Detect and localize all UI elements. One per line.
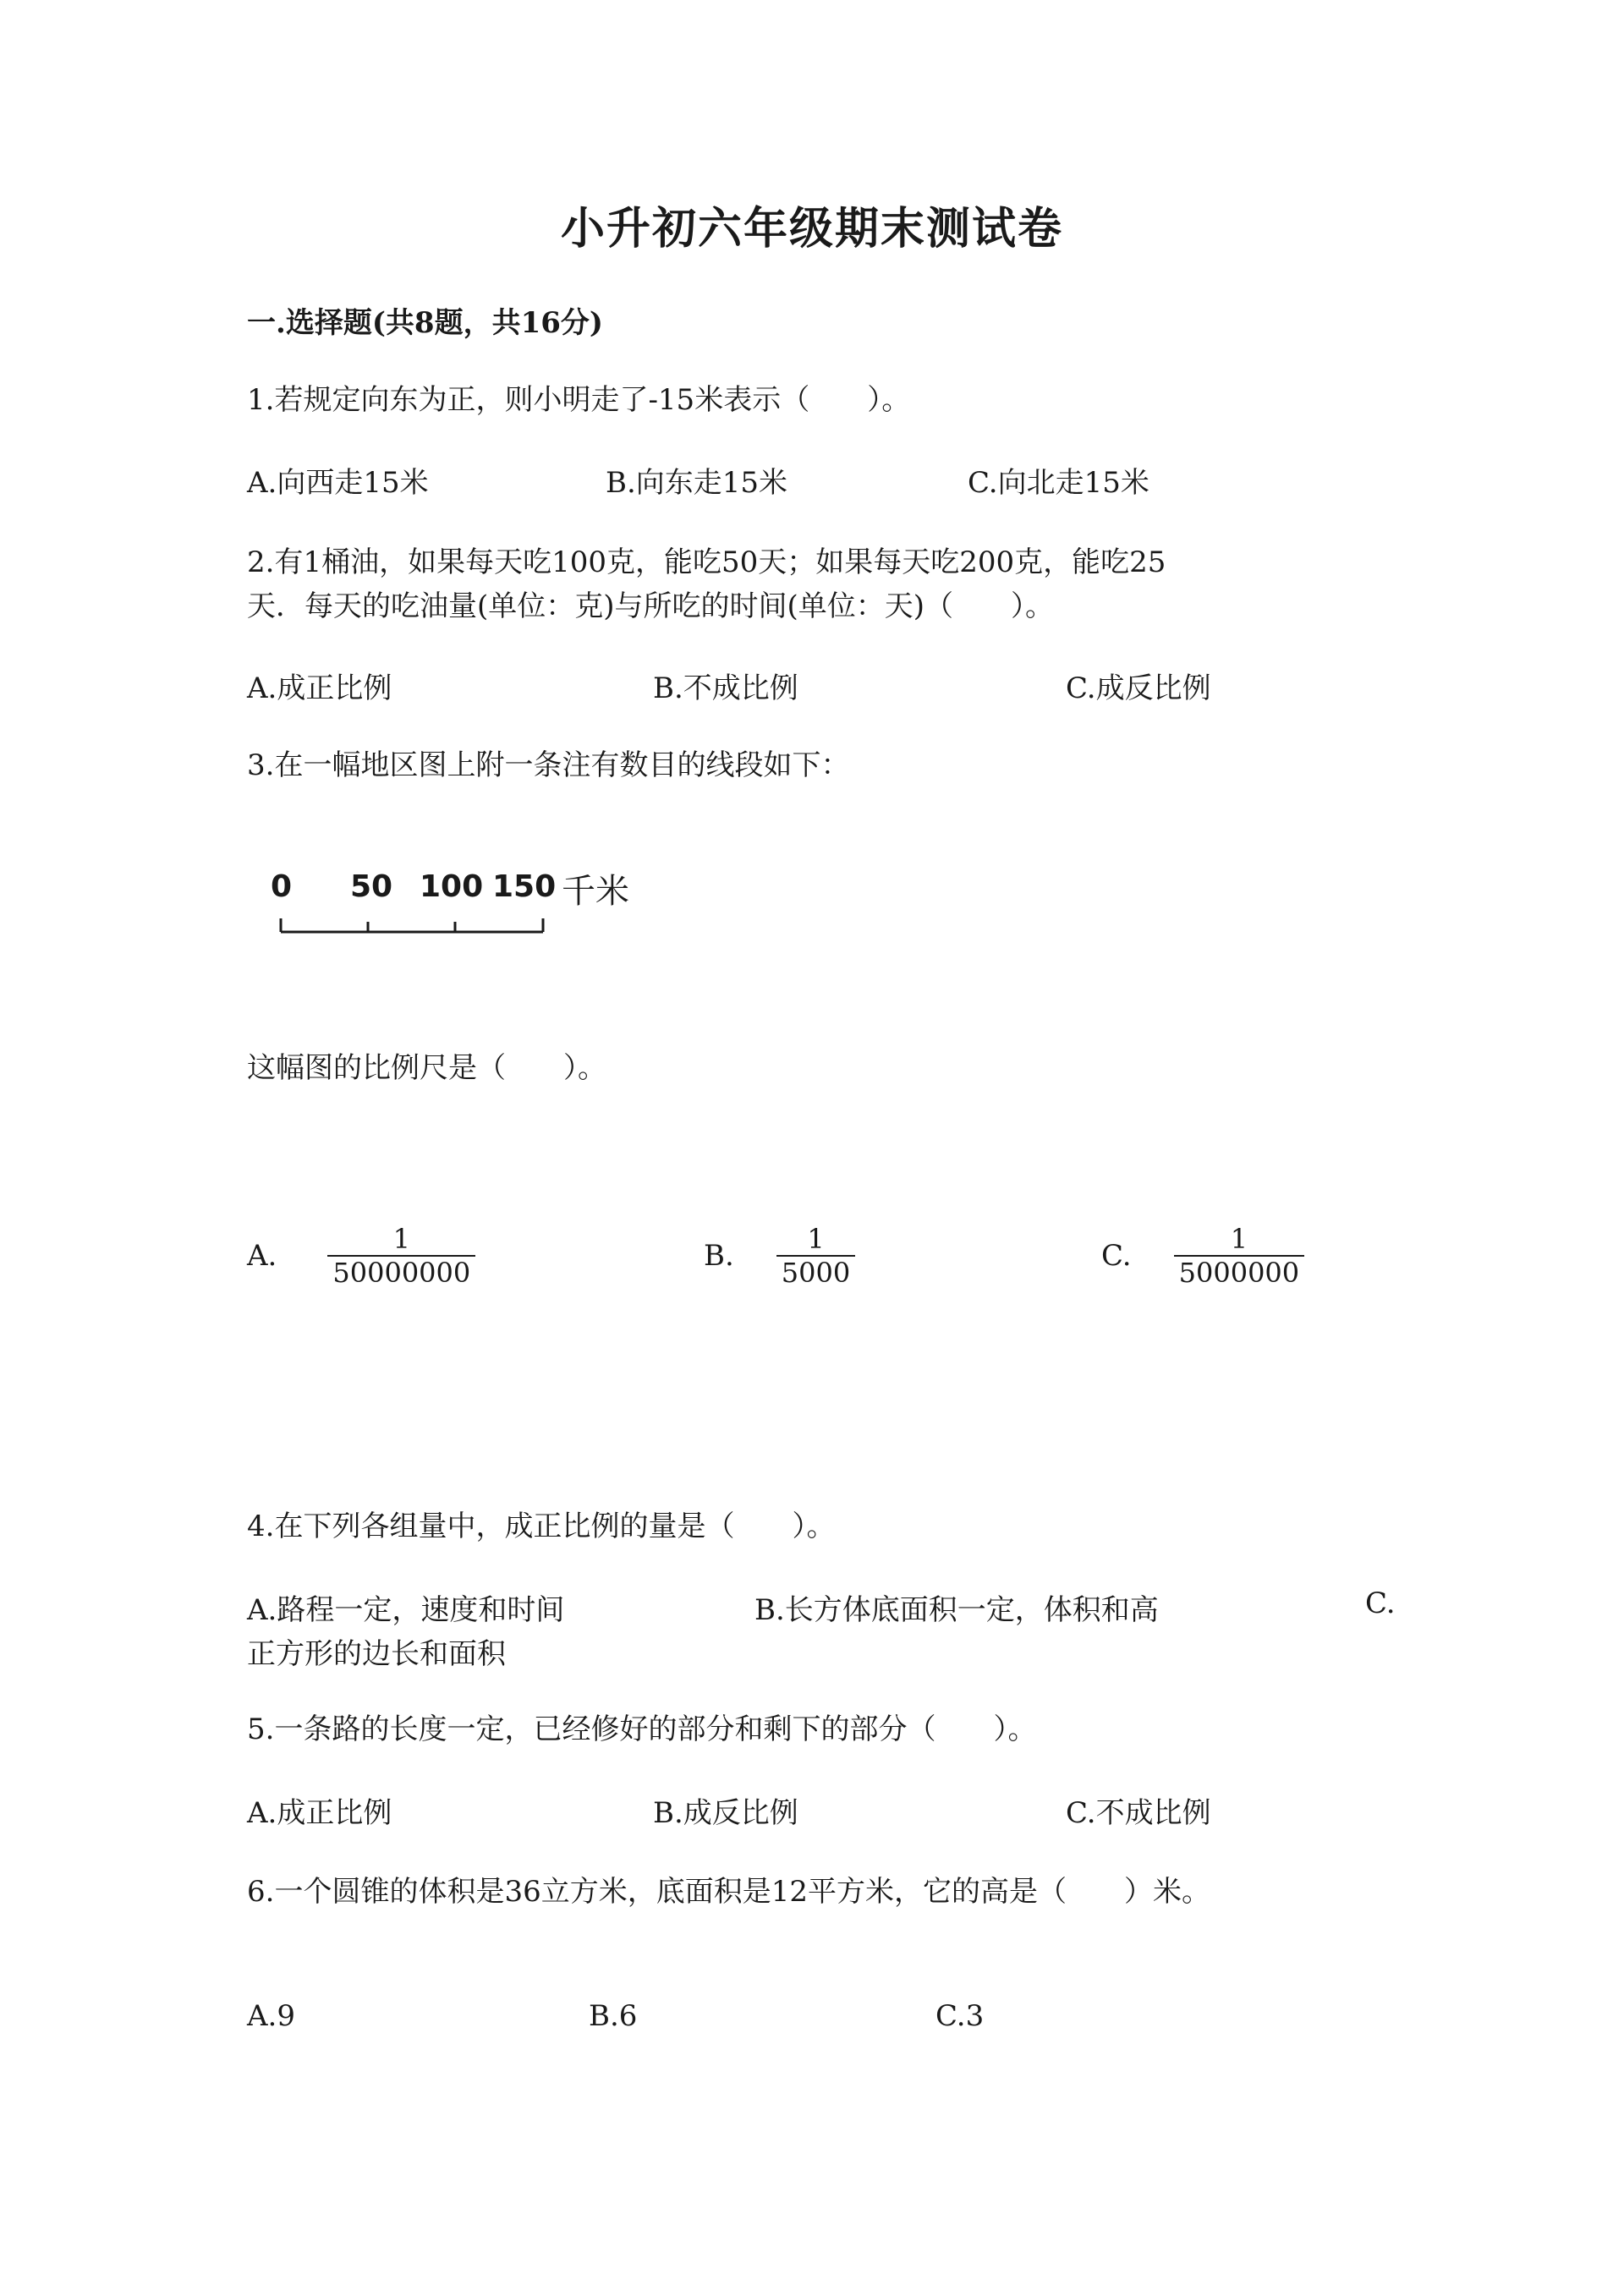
question-3-option-b [704,1218,855,1294]
option-c-fraction [1174,1223,1305,1289]
scale-label-150: 150 [492,869,557,904]
question-2-option-a: A.成正比例 [247,671,392,705]
scale-label-100: 100 [420,869,484,904]
question-6-option-a: A.9 [247,1999,295,2033]
option-a-fraction [327,1223,475,1289]
fraction-numerator: 1 [392,1223,410,1255]
question-5-option-c: C.不成比例 [1066,1796,1211,1830]
fraction-denominator: 50000000 [332,1257,471,1289]
page-title: 小升初六年级期末测试卷 [560,203,1063,255]
option-b-letter: B. [704,1239,734,1273]
question-5-option-b: B.成反比例 [653,1796,798,1830]
fraction-numerator: 1 [807,1223,825,1255]
question-2-stem-line-2: 天．每天的吃油量(单位：克)与所吃的时间(单位：天)（ ）。 [247,589,1055,623]
question-1-option-a: A.向西走15米 [247,466,429,500]
fraction-numerator: 1 [1230,1223,1248,1255]
option-c-letter: C. [1101,1239,1132,1273]
question-3-stem: 3.在一幅地区图上附一条注有数目的线段如下： [247,748,850,782]
question-6-option-c: C.3 [935,1999,985,2033]
scale-bar-line [254,907,558,940]
question-5-option-a: A.成正比例 [247,1796,392,1830]
question-3-option-c [1101,1218,1304,1294]
question-2-stem-line-1: 2.有1桶油，如果每天吃100克，能吃50天；如果每天吃200克，能吃25 [247,545,1166,579]
scale-bar-figure [254,863,660,939]
fraction-denominator: 5000 [781,1257,851,1289]
question-6-option-b: B.6 [589,1999,638,2033]
fraction-denominator: 5000000 [1178,1257,1300,1289]
question-3-option-a [247,1218,475,1294]
option-a-letter: A. [247,1239,277,1273]
question-4-option-c-letter: C. [1365,1586,1396,1620]
scale-label-50: 50 [350,869,393,904]
question-6-stem: 6.一个圆锥的体积是36立方米，底面积是12平方米，它的高是（ ）米。 [247,1875,1210,1909]
question-4-option-c-text: 正方形的边长和面积 [247,1637,506,1671]
question-2-option-c: C.成反比例 [1066,671,1211,705]
question-4-option-b: B.长方体底面积一定，体积和高 [754,1593,1159,1627]
section-heading: 一.选择题(共8题，共16分) [247,306,603,340]
scale-label-0: 0 [271,869,293,904]
question-2-option-b: B.不成比例 [653,671,798,705]
question-5-stem: 5.一条路的长度一定，已经修好的部分和剩下的部分（ ）。 [247,1712,1037,1746]
option-b-fraction [776,1223,855,1289]
question-1-stem: 1.若规定向东为正，则小明走了-15米表示（ ）。 [247,383,911,417]
question-4-option-a: A.路程一定，速度和时间 [247,1593,565,1627]
question-3-followup: 这幅图的比例尺是（ ）。 [247,1051,606,1085]
question-1-option-c: C.向北走15米 [968,466,1149,500]
question-1-option-b: B.向东走15米 [606,466,788,500]
question-4-stem: 4.在下列各组量中，成正比例的量是（ ）。 [247,1510,836,1543]
scale-unit: 千米 [562,872,629,911]
